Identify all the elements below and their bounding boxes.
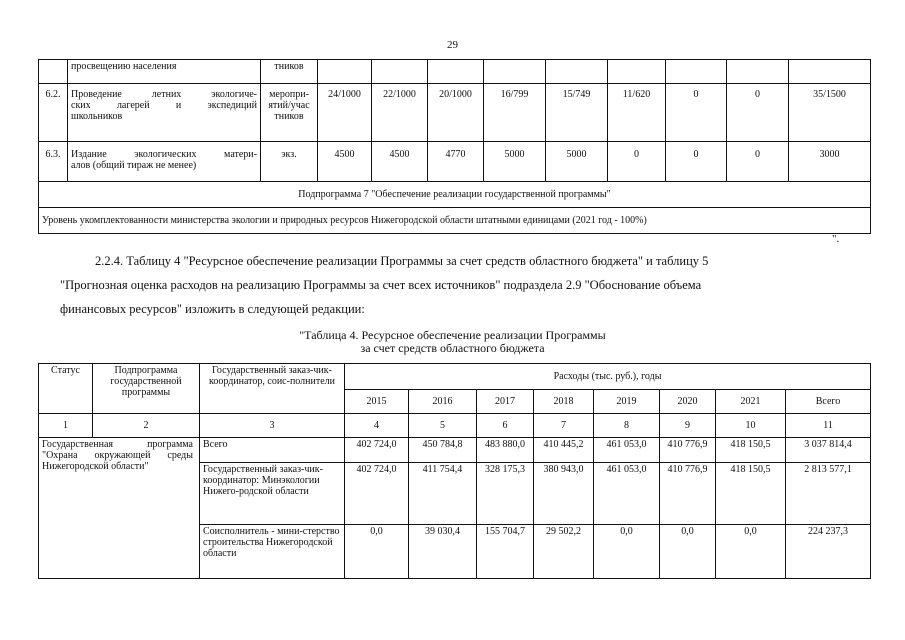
- column-number: 1: [39, 414, 93, 438]
- header-subprogram: Подпрограмма государственной программы: [93, 364, 200, 414]
- customer-cell: Государственный заказ-чик-координатор: Минэкологии Нижего-родской области: [200, 463, 345, 525]
- column-number-row: [39, 414, 871, 438]
- value-cell: 15/749: [546, 84, 608, 142]
- value-cell: 0: [727, 142, 789, 182]
- name-line: Издание экологических матери-: [71, 149, 257, 160]
- status-program-cell: Государственная программа "Охрана окружающей среды Нижегородской области": [39, 438, 200, 579]
- closing-quote: ".: [832, 233, 840, 245]
- resource-table: [38, 363, 871, 579]
- value-cell: 410 776,9: [660, 463, 716, 525]
- value-cell: [484, 60, 546, 84]
- name-line: ских лагерей и экспедиций: [71, 100, 257, 111]
- table-row: [39, 142, 871, 182]
- table-row: [39, 438, 871, 463]
- table-row: [39, 182, 871, 208]
- value-cell: 24/1000: [318, 84, 372, 142]
- value-cell: 0,0: [660, 525, 716, 579]
- row-number-cell: 6.3.: [39, 142, 68, 182]
- header-year: 2019: [594, 390, 660, 414]
- header-year: 2017: [477, 390, 534, 414]
- column-number: 8: [594, 414, 660, 438]
- table-caption: за счет средств областного бюджета: [360, 341, 545, 355]
- value-cell: [666, 60, 727, 84]
- row-number-cell: 6.2.: [39, 84, 68, 142]
- customer-cell: Всего: [200, 438, 345, 463]
- header-year: 2020: [660, 390, 716, 414]
- indicator-staffing-level: Уровень укомплектованности министерства экологии и природных ресурсов Нижегородской области штатными единицами (2021 год - 100%): [39, 208, 871, 234]
- table-caption: "Таблица 4. Ресурсное обеспечение реализации Программы: [299, 328, 606, 342]
- header-expenses: Расходы (тыс. руб.), годы: [345, 364, 871, 390]
- name-line: Проведение летних экологиче-: [71, 89, 257, 100]
- value-cell: [372, 60, 428, 84]
- unit-cell: экз.: [261, 142, 318, 182]
- value-cell: 4500: [372, 142, 428, 182]
- header-year: 2018: [534, 390, 594, 414]
- value-cell: 22/1000: [372, 84, 428, 142]
- indicators-table: [38, 59, 871, 234]
- header-customer: Государственный заказ-чик-координатор, соис-полнители: [200, 364, 345, 414]
- column-number: 6: [477, 414, 534, 438]
- column-number: 4: [345, 414, 409, 438]
- value-cell: 450 784,8: [409, 438, 477, 463]
- value-cell: [428, 60, 484, 84]
- unit-line: меропри-: [269, 89, 309, 100]
- column-number: 10: [716, 414, 786, 438]
- unit-line: тников: [274, 111, 304, 122]
- value-cell: 4770: [428, 142, 484, 182]
- table-header-row: [39, 364, 871, 390]
- unit-cell: [261, 84, 318, 142]
- table-row: [39, 208, 871, 234]
- value-cell: 3 037 814,4: [786, 438, 871, 463]
- value-cell: 0: [666, 84, 727, 142]
- table-row: [39, 84, 871, 142]
- indicator-name-cell: [68, 142, 261, 182]
- header-year: 2021: [716, 390, 786, 414]
- value-cell: [789, 60, 871, 84]
- value-cell: 483 880,0: [477, 438, 534, 463]
- paragraph-line: 2.2.4. Таблицу 4 "Ресурсное обеспечение реализации Программы за счет средств областного бюджета" и таблицу 5: [95, 254, 709, 268]
- value-cell: 155 704,7: [477, 525, 534, 579]
- column-number: 5: [409, 414, 477, 438]
- value-cell: 402 724,0: [345, 438, 409, 463]
- value-cell: 20/1000: [428, 84, 484, 142]
- value-cell: 5000: [546, 142, 608, 182]
- value-cell: 410 776,9: [660, 438, 716, 463]
- indicator-name-cell: просвещению населения: [68, 60, 261, 84]
- value-cell: 0,0: [345, 525, 409, 579]
- value-cell: 0,0: [716, 525, 786, 579]
- value-cell: 0,0: [594, 525, 660, 579]
- header-year: 2016: [409, 390, 477, 414]
- value-cell: 402 724,0: [345, 463, 409, 525]
- column-number: 9: [660, 414, 716, 438]
- column-number: 11: [786, 414, 871, 438]
- value-cell: 418 150,5: [716, 438, 786, 463]
- name-line: алов (общий тираж не менее): [71, 160, 197, 171]
- value-cell: 461 053,0: [594, 438, 660, 463]
- column-number: 2: [93, 414, 200, 438]
- value-cell: 29 502,2: [534, 525, 594, 579]
- value-cell: 35/1500: [789, 84, 871, 142]
- value-cell: 461 053,0: [594, 463, 660, 525]
- column-number: 3: [200, 414, 345, 438]
- value-cell: [727, 60, 789, 84]
- value-cell: 224 237,3: [786, 525, 871, 579]
- value-cell: 2 813 577,1: [786, 463, 871, 525]
- paragraph-line: "Прогнозная оценка расходов на реализацию Программы за счет всех источников" подраздела 2.9 "Обоснование объема: [60, 278, 702, 292]
- value-cell: 3000: [789, 142, 871, 182]
- paragraph-line: финансовых ресурсов" изложить в следующей редакции:: [60, 302, 365, 316]
- unit-line: ятий/учас: [268, 100, 310, 111]
- header-year: 2015: [345, 390, 409, 414]
- value-cell: 11/620: [608, 84, 666, 142]
- customer-cell: Соисполнитель - мини-стерство строительства Нижегородской области: [200, 525, 345, 579]
- subprogram-heading: Подпрограмма 7 "Обеспечение реализации государственной программы": [39, 182, 871, 208]
- value-cell: [546, 60, 608, 84]
- value-cell: 4500: [318, 142, 372, 182]
- value-cell: 418 150,5: [716, 463, 786, 525]
- value-cell: 39 030,4: [409, 525, 477, 579]
- value-cell: [608, 60, 666, 84]
- value-cell: 410 445,2: [534, 438, 594, 463]
- table-row: [39, 60, 871, 84]
- value-cell: 16/799: [484, 84, 546, 142]
- indicator-name-cell: [68, 84, 261, 142]
- value-cell: 5000: [484, 142, 546, 182]
- name-line: школьников: [71, 111, 123, 122]
- row-number-cell: [39, 60, 68, 84]
- page-number: 29: [447, 39, 458, 51]
- value-cell: 0: [666, 142, 727, 182]
- value-cell: 328 175,3: [477, 463, 534, 525]
- header-status: Статус: [39, 364, 93, 414]
- header-total: Всего: [786, 390, 871, 414]
- value-cell: [318, 60, 372, 84]
- column-number: 7: [534, 414, 594, 438]
- unit-cell: тников: [261, 60, 318, 84]
- value-cell: 380 943,0: [534, 463, 594, 525]
- value-cell: 0: [727, 84, 789, 142]
- value-cell: 0: [608, 142, 666, 182]
- value-cell: 411 754,4: [409, 463, 477, 525]
